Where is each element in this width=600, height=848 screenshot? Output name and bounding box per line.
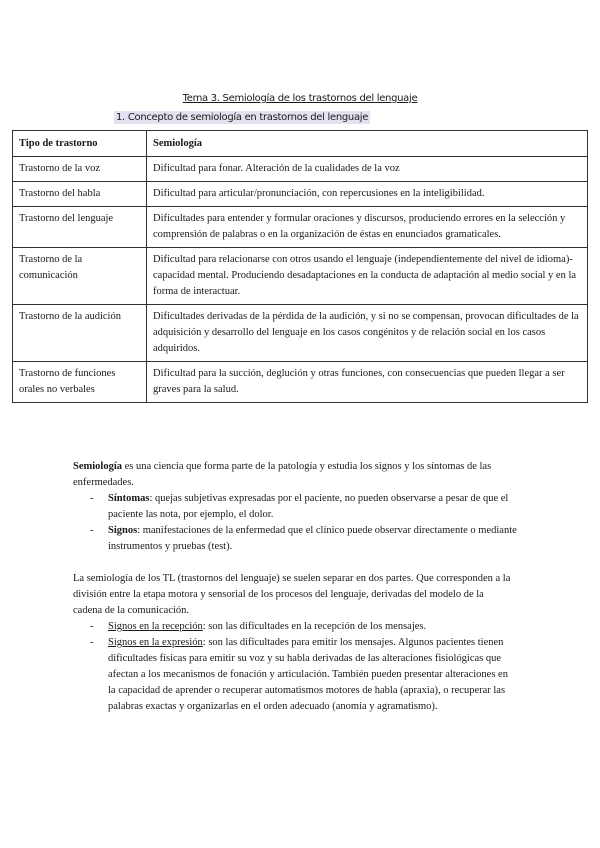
item-text: : son las dificultades para emitir los mensajes. Algunos pacientes tienen dificultades físicas para emitir su voz y su habla derivadas de las alteraciones fisiológicas que afectan a los mecanismos de fonación y articulación. También pueden presentar alteraciones en la capacidad de aprender o recuperar automatismos motores de habla (apraxia), o recuperar las palabras exactas y organizarlas en el orden adecuado (anomia y agramatismo).: [108, 637, 508, 712]
table-row: [13, 157, 588, 182]
item-text: : quejas subjetivas expresadas por el paciente, no pueden observarse a pesar de que el paciente las nota, por ejemplo, el dolor.: [108, 493, 509, 520]
item-text: : son las dificultades en la recepción de los mensajes.: [202, 621, 427, 632]
table-cell: Trastorno del habla: [13, 182, 147, 207]
table-cell: Dificultad para fonar. Alteración de la cualidades de la voz: [147, 157, 588, 182]
list-item: [90, 491, 533, 523]
item-text: : manifestaciones de la enfermedad que el clínico puede observar directamente o mediante instrumentos y pruebas (test).: [108, 525, 517, 552]
document-title: Tema 3. Semiología de los trastornos del lenguaje: [182, 93, 418, 104]
table-cell: Trastorno de la voz: [13, 157, 147, 182]
term: Signos en la expresión: [108, 637, 203, 648]
table-cell: Dificultades para entender y formular oraciones y discursos, produciendo errores en la selección y comprensión de palabras o en la organización de éstas en enunciados gramaticales.: [147, 207, 588, 248]
table-cell: Trastorno de la audición: [13, 305, 147, 362]
table-row: [13, 362, 588, 403]
table-row: [13, 182, 588, 207]
table-cell: Trastorno de funciones orales no verbales: [13, 362, 147, 403]
table-cell: Dificultad para articular/pronunciación, con repercusiones en la inteligibilidad.: [147, 182, 588, 207]
header-cell: Semiología: [147, 131, 588, 157]
term: Síntomas: [108, 493, 150, 504]
header-cell: Tipo de trastorno: [13, 131, 147, 157]
dash-bullet: -: [90, 637, 94, 648]
term: Signos en la recepción: [108, 621, 203, 632]
table-row: [13, 248, 588, 305]
table-cell: Dificultad para relacionarse con otros usando el lenguaje (independientemente del nivel de idioma)- capacidad mental. Produciendo desadaptaciones en la conducta de adaptación al medio social y en la forma de interactuar.: [147, 248, 588, 305]
paragraph: La semiología de los TL (trastornos del lenguaje) se suelen separar en dos partes. Que corresponden a la división entre la etapa motora y sensorial de los procesos del lenguaje, derivadas del modelo de la cadena de la comunicación.: [73, 573, 511, 616]
table-cell: Dificultades derivadas de la pérdida de la audición, y si no se compensan, provocan dificultades de la adquisición y desarrollo del lenguaje en los casos congénitos y de relación social en los casos adquiridos.: [147, 305, 588, 362]
disorders-table: [12, 130, 588, 403]
dash-bullet: -: [90, 525, 94, 536]
table-cell: Trastorno de la comunicación: [13, 248, 147, 305]
definition-paragraph: [73, 459, 533, 491]
paragraph-text: es una ciencia que forma parte de la patología y estudia los signos y los síntomas de las enfermedades.: [73, 461, 492, 488]
list-item: [90, 635, 513, 715]
bullet-list: [73, 619, 513, 715]
list-item: [90, 523, 533, 555]
table-header-row: [13, 131, 588, 157]
dash-bullet: -: [90, 493, 94, 504]
table-row: [13, 207, 588, 248]
section-heading: 1. Concepto de semiología en trastornos del lenguaje: [116, 112, 369, 123]
table-cell: Trastorno del lenguaje: [13, 207, 147, 248]
term: Signos: [108, 525, 138, 536]
table-cell: Dificultad para la succión, deglución y otras funciones, con consecuencias que pueden llegar a ser graves para la salud.: [147, 362, 588, 403]
dash-bullet: -: [90, 621, 94, 632]
term: Semiología: [73, 461, 122, 472]
document-body: [73, 459, 533, 715]
bullet-list: [73, 491, 533, 555]
list-item: [90, 619, 513, 635]
table-row: [13, 305, 588, 362]
